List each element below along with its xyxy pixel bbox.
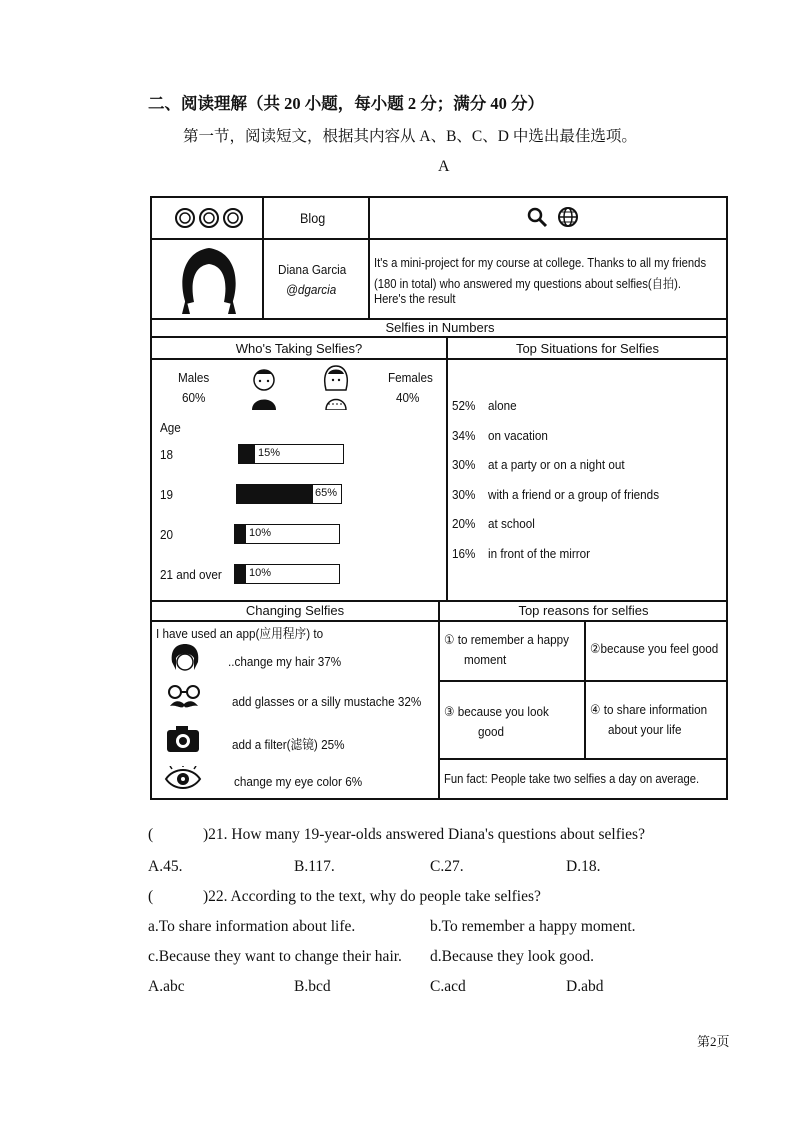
search-icon: [526, 206, 548, 228]
camera-filter-icon: [166, 725, 200, 753]
reason-4-line-2: about your life: [608, 722, 682, 737]
age-label-0: 18: [160, 447, 174, 462]
selfie-infographic: [150, 196, 728, 800]
page-number: 第2页: [697, 1034, 730, 1049]
author-handle: @dgarcia: [286, 282, 337, 297]
age-label-3: 21 and over: [160, 567, 222, 582]
change-label-0: ..change my hair 37%: [228, 654, 342, 669]
situation-label-5: in front of the mirror: [488, 545, 591, 561]
author-name: Diana Garcia: [278, 262, 347, 277]
age-bar-fill-1: [237, 485, 313, 503]
situation-label-0: alone: [488, 398, 517, 413]
change-label-1: add glasses or a silly mustache 32%: [232, 694, 422, 709]
q21-stem: )21. How many 19-year-olds answered Diana's questions about selfies?: [203, 826, 645, 843]
age-bar-2: [234, 524, 340, 544]
age-bar-pct-2: 10%: [249, 527, 272, 539]
situation-label-4: at school: [488, 516, 535, 531]
passage-label: A: [438, 158, 450, 175]
q22-sub-b: b.To remember a happy moment.: [430, 918, 636, 935]
age-bar-fill-3: [235, 565, 246, 583]
reason-3-line-1: ③ because you look: [444, 704, 549, 719]
intro-line-2: (180 in total) who answered my questions about selfies(自拍).: [374, 277, 682, 291]
intro-line-1: It's a mini-project for my course at college. Thanks to all my friends: [374, 256, 707, 270]
change-label-3: change my eye color 6%: [234, 774, 363, 789]
age-bar-fill-2: [235, 525, 246, 543]
q22-option-c: C.acd: [430, 978, 466, 995]
q21-option-b: B.117.: [294, 858, 335, 875]
age-bar-fill-0: [239, 445, 255, 463]
q22-bracket: (: [148, 888, 154, 905]
situation-pct-0: 52%: [452, 398, 476, 413]
age-label-1: 19: [160, 487, 174, 502]
males-pct: 60%: [182, 390, 206, 405]
fun-fact: Fun fact: People take two selfies a day on average.: [444, 772, 700, 786]
q21-option-d: D.18.: [566, 858, 601, 875]
situation-pct-2: 30%: [452, 457, 476, 472]
q22-option-d: D.abd: [566, 978, 604, 995]
changing-title: Changing Selfies: [245, 603, 345, 618]
hair-icon: [170, 644, 200, 674]
age-label-2: 20: [160, 527, 174, 542]
situation-label-3: with a friend or a group of friends: [488, 486, 660, 502]
age-bar-0: [238, 444, 344, 464]
window-circles-icon: [174, 206, 244, 230]
q21-bracket: (: [148, 826, 154, 843]
intro-line-3: Here's the result: [374, 292, 456, 306]
who-title: Who's Taking Selfies?: [235, 341, 363, 356]
males-label: Males: [178, 370, 210, 385]
reasons-title: Top reasons for selfies: [518, 603, 649, 618]
q22-option-b: B.bcd: [294, 978, 331, 995]
reason-2: ②because you feel good: [590, 641, 719, 656]
q22-option-a: A.abc: [148, 978, 185, 995]
age-bar-pct-1: 65%: [315, 487, 338, 499]
age-label: Age: [160, 420, 181, 435]
blog-label: Blog: [300, 210, 326, 226]
section-title: 二、阅读理解（共 20 小题，每小题 2 分；满分 40 分）: [148, 94, 544, 113]
situation-pct-1: 34%: [452, 427, 476, 443]
globe-icon: [556, 205, 580, 229]
situations-title: Top Situations for Selfies: [515, 341, 660, 356]
reason-1-line-1: ① to remember a happy: [444, 632, 569, 647]
girl-icon: [320, 364, 352, 410]
age-bar-3: [234, 564, 340, 584]
eye-icon: [164, 766, 202, 792]
q22-sub-d: d.Because they look good.: [430, 948, 595, 965]
boy-icon: [248, 366, 280, 410]
instruction: 第一节，阅读短文，根据其内容从 A、B、C、D 中选出最佳选项。: [183, 128, 637, 145]
q21-option-c: C.27.: [430, 858, 464, 875]
reason-3-line-2: good: [478, 724, 505, 739]
age-bar-1: [236, 484, 342, 504]
q21-option-a: A.45.: [148, 858, 183, 875]
selfies-in-numbers-title: Selfies in Numbers: [385, 320, 495, 335]
situation-pct-3: 30%: [452, 486, 476, 502]
reason-1-line-2: moment: [464, 652, 507, 667]
situation-label-1: on vacation: [488, 427, 548, 443]
situation-label-2: at a party or on a night out: [488, 457, 625, 472]
glasses-mustache-icon: [166, 684, 202, 714]
age-bar-pct-0: 15%: [258, 447, 281, 459]
avatar-girl-icon: [172, 242, 246, 316]
females-label: Females: [388, 370, 433, 385]
reason-4-line-1: ④ to share information: [590, 702, 708, 717]
situation-pct-4: 20%: [452, 516, 476, 531]
females-pct: 40%: [396, 390, 420, 405]
q22-sub-a: a.To share information about life.: [148, 918, 356, 935]
q22-sub-c: c.Because they want to change their hair.: [148, 948, 402, 965]
change-label-2: add a filter(滤镜) 25%: [232, 737, 345, 752]
changing-intro: I have used an app(应用程序) to: [156, 626, 324, 641]
situation-pct-5: 16%: [452, 545, 476, 561]
age-bar-pct-3: 10%: [249, 567, 272, 579]
q22-stem: )22. According to the text, why do people take selfies?: [203, 888, 541, 905]
